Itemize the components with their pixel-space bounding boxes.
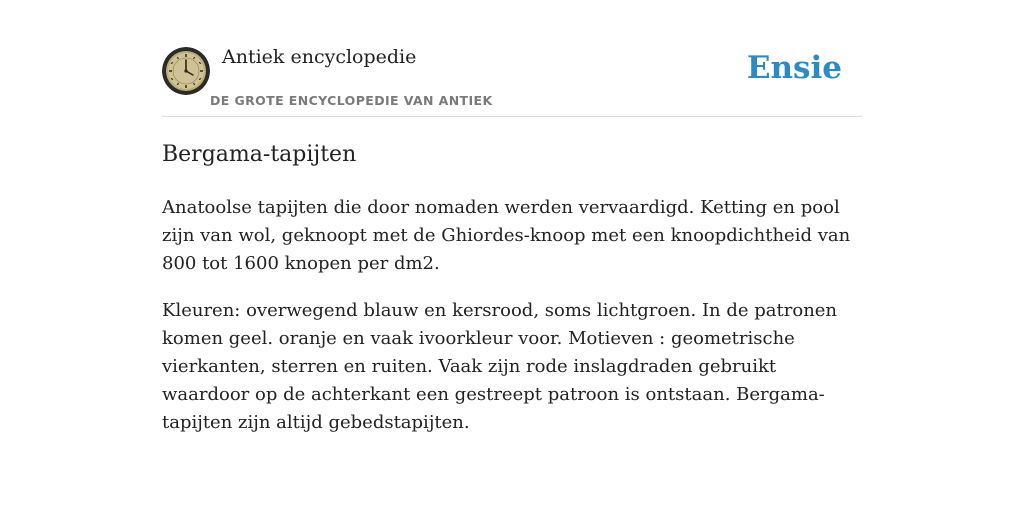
site-subtitle: DE GROTE ENCYCLOPEDIE VAN ANTIEK [210, 93, 493, 108]
article-paragraph: Kleuren: overwegend blauw en kersrood, soms lichtgroen. In de patronen komen geel. oranje en vaak ivoorkleur voor. Motieven : geometrische vierkanten, sterren en ruiten. Vaak zijn rode inslagdraden gebruikt waardoor op de achterkant een gestreept patroon is ontstaan. Bergama-tapijten zijn altijd gebedstapijten. [162, 300, 838, 433]
site-header [162, 44, 862, 117]
article [162, 140, 862, 456]
article-title: Bergama-tapijten [162, 142, 357, 167]
ensie-logo[interactable]: Ensie [746, 50, 842, 86]
site-title[interactable]: Antiek encyclopedie [222, 46, 417, 68]
article-paragraph: Anatoolse tapijten die door nomaden werden vervaardigd. Ketting en pool zijn van wol, geknoopt met de Ghiordes-knoop met een knoopdichtheid van 800 tot 1600 knopen per dm2. [162, 197, 851, 274]
clock-icon[interactable] [162, 47, 210, 95]
